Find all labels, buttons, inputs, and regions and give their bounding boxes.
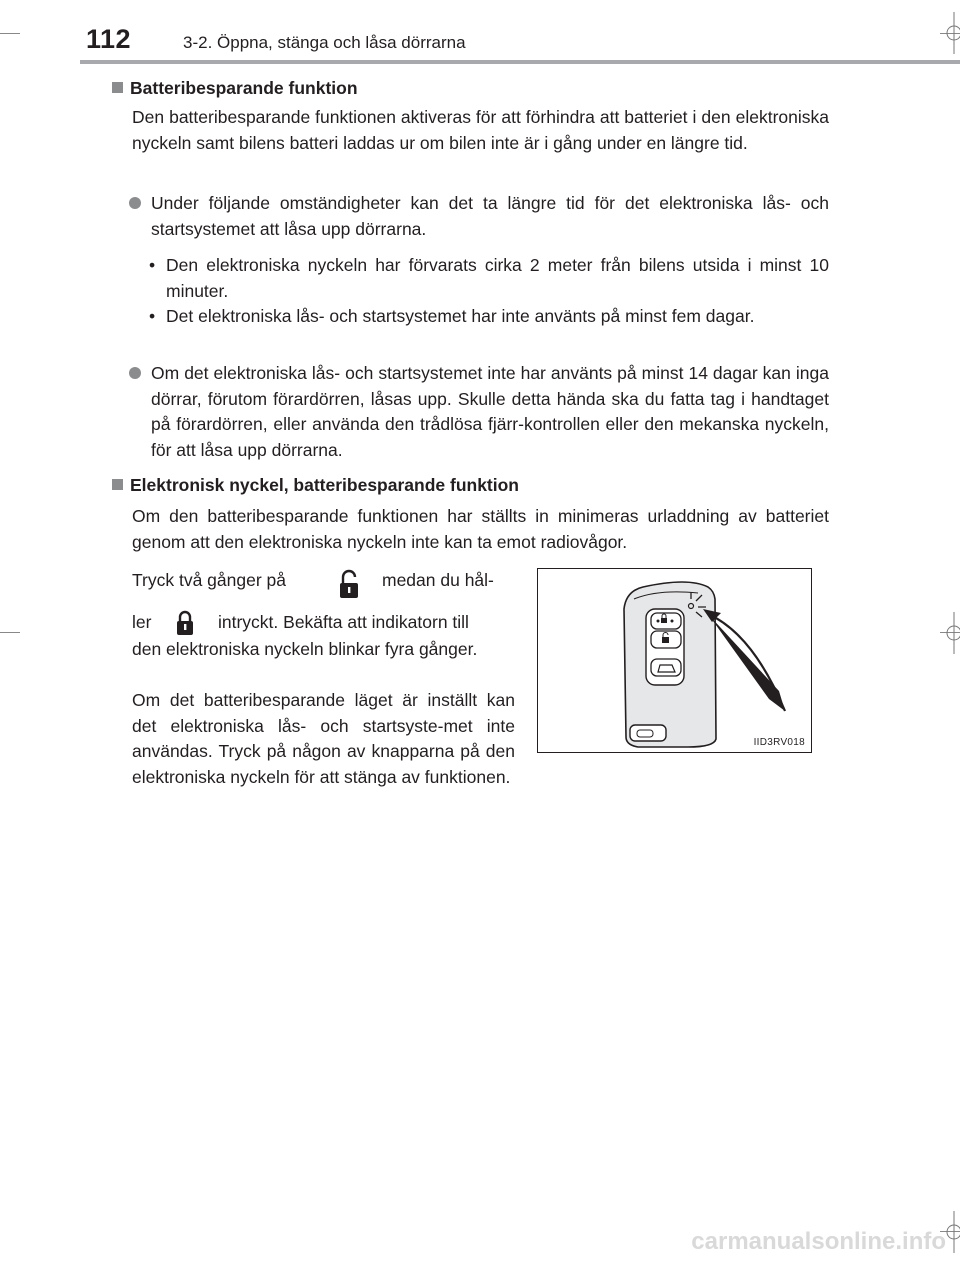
lock-icon [175,610,195,636]
crop-mark [0,632,20,633]
chapter-title: 3-2. Öppna, stänga och låsa dörrarna [183,33,466,52]
dot-bullet: • [149,306,156,326]
bullet-text: Om det elektroniska lås- och startsystemet inte har använts på minst 14 dagar kan inga dörrar, förutom förardörren, låsas upp. Skulle detta hända ska du fatta tag i handtaget på förardörren, eller använda den trådlösa fjärr-kontrollen eller den mekanska nyckeln, för att låsa upp dörrarna. [151,363,829,460]
key-illustration [537,568,812,753]
instruction-text: den elektroniska nyckeln blinkar fyra gånger. [132,639,478,659]
instruction-line-end: intryckt. Bekäfta att indikatorn till [218,612,469,632]
registration-mark [933,12,960,54]
registration-mark [933,612,960,654]
page-number: 112 [86,24,132,54]
list-item [149,253,829,304]
instruction-line-end: medan du hål- [382,570,494,590]
electronic-key-illustration [538,569,811,752]
bullet-text: Under följande omständigheter kan det ta längre tid för det elektroniska lås- och startsystemet att låsa upp dörrarna. [151,193,829,239]
section-heading: Batteribesparande funktion [112,78,358,99]
list-item [149,304,829,330]
header-rule [80,60,960,64]
unlock-icon [338,569,360,599]
section-heading: Elektronisk nyckel, batteribesparande funktion [112,475,519,496]
dot-bullet: • [149,255,156,275]
list-item [129,361,829,463]
square-bullet-icon [112,82,123,93]
watermark: carmanualsonline.info [691,1228,946,1255]
list-item [129,191,829,242]
bullet-text: Det elektroniska lås- och startsystemet har inte använts på minst fem dagar. [166,306,755,326]
bullet-text: Den elektroniska nyckeln har förvarats cirka 2 meter från bilens utsida i minst 10 minuter. [166,255,829,301]
figure-id: IID3RV018 [753,737,805,748]
instruction-text: Om det batteribesparande läget är inställt kan det elektroniska lås- och startsyste-met inte användas. Tryck på någon av knapparna på den elektroniska nyckeln för att stänga av funktionen. [132,690,515,787]
section-intro: Den batteribesparande funktionen aktiveras för att förhindra att batteriet i den elektroniska nyckeln samt bilens batteri laddas ur om bilen inte är i gång under en längre tid. [132,107,829,153]
instruction-line: Tryck två gånger på [132,570,287,590]
crop-mark [0,33,20,34]
section-intro: Om den batteribesparande funktionen har ställts in minimeras urladdning av batteriet genom att den elektroniska nyckeln inte kan ta emot radiovågor. [132,506,829,552]
round-bullet-icon [129,367,141,379]
round-bullet-icon [129,197,141,209]
square-bullet-icon [112,479,123,490]
instruction-line: ler [132,612,152,632]
